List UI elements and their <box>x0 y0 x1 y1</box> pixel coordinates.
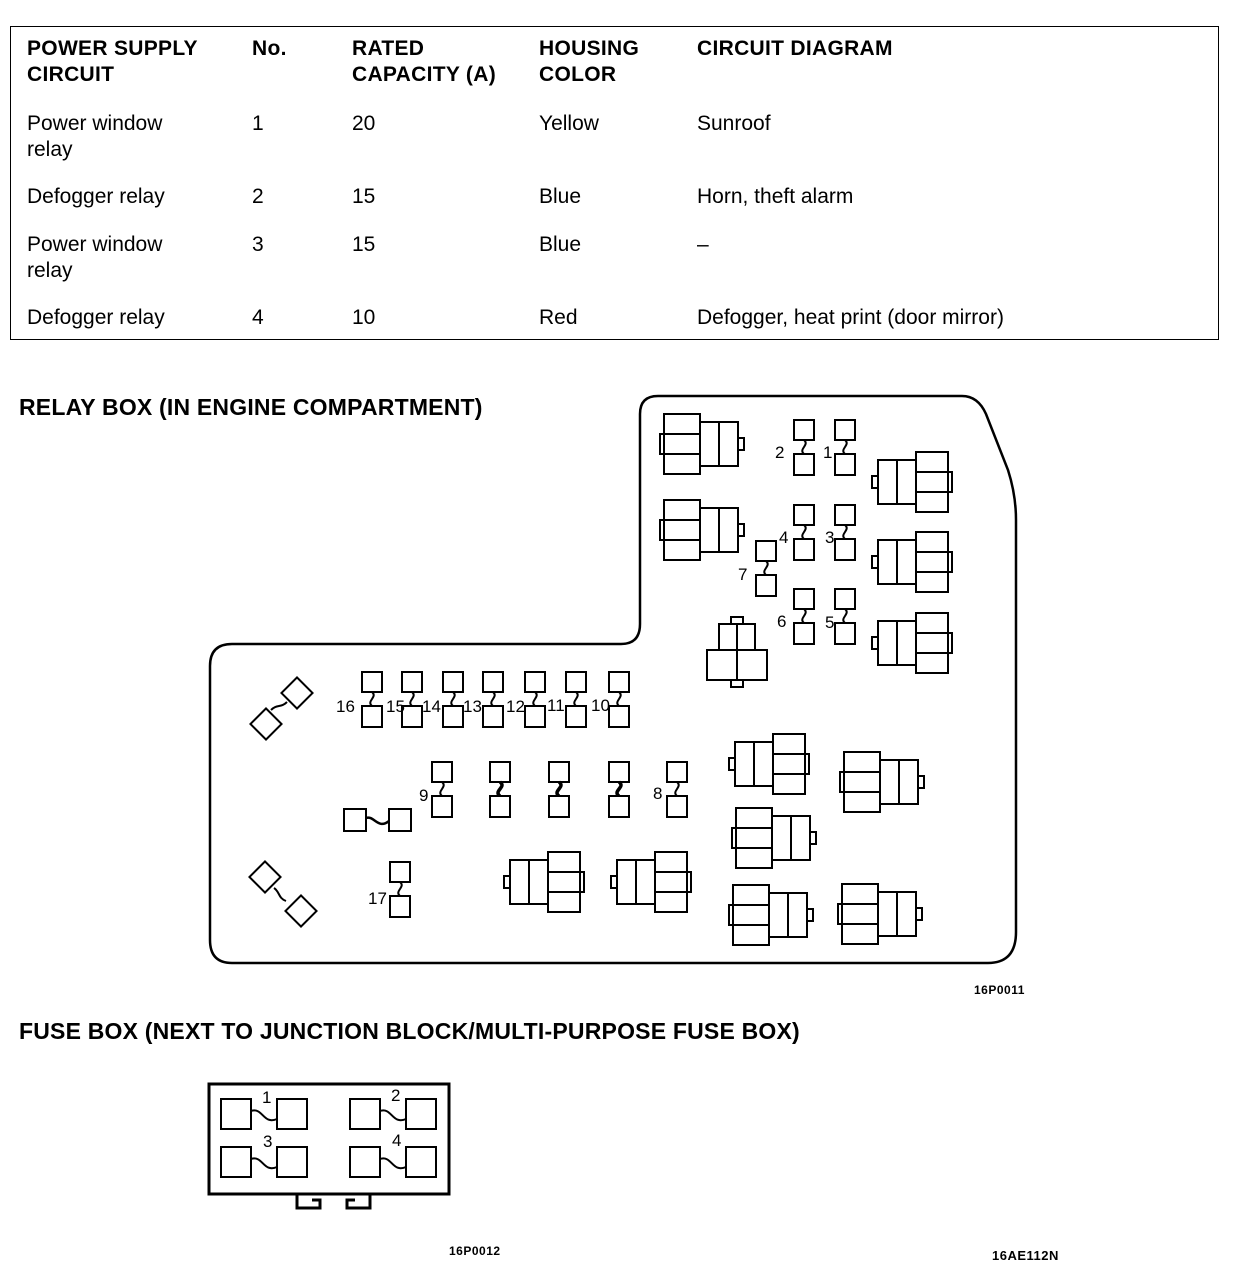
fuse-5 <box>835 589 855 644</box>
label-fuse-1: 1 <box>823 443 833 462</box>
fuse-1 <box>835 420 855 475</box>
relay-top-1 <box>660 414 744 474</box>
fuse-unlabeled-b <box>549 762 569 817</box>
label-fuse-4: 4 <box>779 528 789 547</box>
fuse-unlabeled-a <box>490 762 510 817</box>
row-3-no: 3 <box>252 233 264 256</box>
label-fuse-12: 12 <box>506 697 525 716</box>
fuse-6 <box>794 589 814 644</box>
row-1-color: Yellow <box>539 112 599 135</box>
header-circuit-diagram: CIRCUIT DIAGRAM <box>697 37 893 60</box>
fuse-2 <box>794 420 814 475</box>
row-3-diagram: – <box>697 233 709 256</box>
row-2-diagram: Horn, theft alarm <box>697 185 854 208</box>
relay-lower-2 <box>732 808 816 868</box>
label-fuse-3: 3 <box>825 528 835 547</box>
fuse-7 <box>756 541 776 596</box>
row-4-no: 4 <box>252 306 264 329</box>
row-1-diagram: Sunroof <box>697 112 771 135</box>
label-fuse-9: 9 <box>419 786 429 805</box>
label-fuse-17: 17 <box>368 889 387 908</box>
fuse-3 <box>835 505 855 560</box>
header-no: No. <box>252 37 287 60</box>
fuse-11 <box>566 672 586 727</box>
fuse-10 <box>609 672 629 727</box>
row-4-capacity: 10 <box>352 306 376 329</box>
header-housing-color: HOUSING COLOR <box>539 37 640 86</box>
header-rated-capacity: RATED CAPACITY (A) <box>352 37 496 86</box>
relay-lower-5 <box>838 884 922 944</box>
relay-lower-4 <box>840 752 924 812</box>
fuse-15 <box>402 672 422 727</box>
row-3-circuit: Power window relay <box>27 233 163 282</box>
fuse-horizontal <box>344 809 411 831</box>
label-fuse-11: 11 <box>547 696 565 715</box>
fusebox-fuse-4 <box>350 1147 436 1177</box>
fuse-box-title: FUSE BOX (NEXT TO JUNCTION BLOCK/MULTI-PURPOSE FUSE BOX) <box>19 1018 800 1044</box>
row-4-diagram: Defogger, heat print (door mirror) <box>697 306 1004 329</box>
relay-box-code: 16P0011 <box>974 983 1025 997</box>
relay-right-2 <box>872 532 952 592</box>
fuse-unlabeled-c <box>609 762 629 817</box>
label-fusebox-1: 1 <box>262 1088 272 1107</box>
label-fuse-7: 7 <box>738 565 748 584</box>
label-fuse-10: 10 <box>591 696 610 715</box>
fuse-4 <box>794 505 814 560</box>
label-fusebox-2: 2 <box>391 1086 401 1105</box>
relay-top-2 <box>660 500 744 560</box>
label-fusebox-3: 3 <box>263 1132 273 1151</box>
row-2-color: Blue <box>539 185 582 208</box>
fuse-9 <box>432 762 452 817</box>
label-fuse-8: 8 <box>653 784 663 803</box>
label-fuse-2: 2 <box>775 443 785 462</box>
label-fuse-13: 13 <box>463 697 482 716</box>
fuse-8 <box>667 762 687 817</box>
row-1-circuit: Power window relay <box>27 112 163 161</box>
relay-lower-1 <box>729 734 809 794</box>
row-4-circuit: Defogger relay <box>27 306 165 329</box>
label-fuse-6: 6 <box>777 612 787 631</box>
row-1-capacity: 20 <box>352 112 376 135</box>
relay-lower-3 <box>729 885 813 945</box>
label-fusebox-4: 4 <box>392 1131 402 1150</box>
relay-bottom-1 <box>504 852 584 912</box>
fuse-17 <box>390 862 410 917</box>
row-3-color: Blue <box>539 233 582 256</box>
relay-right-1 <box>872 452 952 512</box>
fuse-13 <box>483 672 503 727</box>
header-power-supply-circuit: POWER SUPPLY CIRCUIT <box>27 37 198 86</box>
label-fuse-15: 15 <box>386 697 405 716</box>
fuse-14 <box>443 672 463 727</box>
fuse-box-code: 16P0012 <box>449 1244 501 1258</box>
row-1-no: 1 <box>252 112 264 135</box>
label-fuse-14: 14 <box>422 697 441 716</box>
fuse-12 <box>525 672 545 727</box>
row-3-capacity: 15 <box>352 233 376 256</box>
row-4-color: Red <box>539 306 578 329</box>
label-fuse-5: 5 <box>825 613 835 632</box>
fusebox-fuse-3 <box>221 1147 307 1177</box>
fuse-diamond-bottom <box>249 861 316 926</box>
relay-right-3 <box>872 613 952 673</box>
label-fuse-16: 16 <box>336 697 355 716</box>
row-2-circuit: Defogger relay <box>27 185 165 208</box>
row-2-no: 2 <box>252 185 264 208</box>
row-2-capacity: 15 <box>352 185 376 208</box>
relay-special <box>707 617 767 687</box>
relay-box-title: RELAY BOX (IN ENGINE COMPARTMENT) <box>19 394 483 420</box>
fuse-diamond-top <box>250 677 312 739</box>
fuse-16 <box>362 672 382 727</box>
figure-code: 16AE112N <box>992 1248 1059 1263</box>
relay-bottom-2 <box>611 852 691 912</box>
